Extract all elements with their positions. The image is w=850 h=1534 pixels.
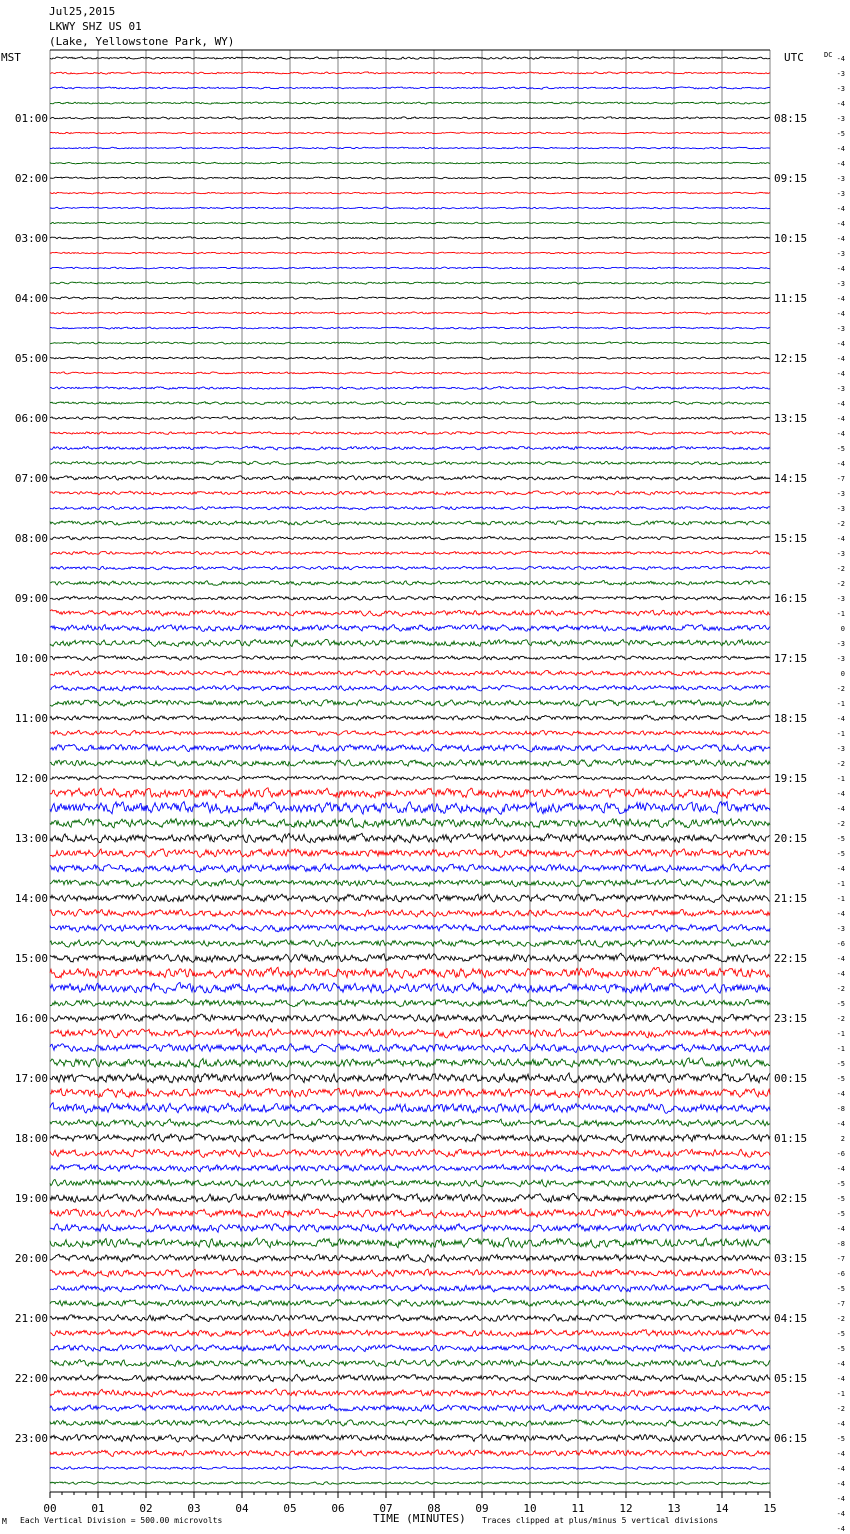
seismic-trace (50, 1450, 770, 1457)
dc-offset-label: -4 (836, 790, 845, 798)
dc-offset-label: -2 (836, 685, 845, 693)
dc-offset-label: 2 (840, 1135, 845, 1143)
left-hour-label: 23:00 (14, 1432, 48, 1445)
right-hour-label: 11:15 (774, 292, 808, 305)
dc-offset-label: -3 (836, 250, 845, 258)
seismic-trace (50, 132, 770, 134)
dc-offset-label: -4 (836, 370, 845, 378)
seismic-trace (50, 818, 770, 828)
seismic-trace (50, 402, 770, 405)
seismic-trace (50, 1134, 770, 1143)
seismic-trace (50, 1209, 770, 1218)
seismic-trace (50, 833, 770, 843)
dc-offset-label: -3 (836, 490, 845, 498)
seismic-trace (50, 909, 770, 917)
seismic-trace (50, 1164, 770, 1172)
left-hour-label: 01:00 (14, 112, 48, 125)
seismic-trace (50, 117, 770, 120)
dc-offset-label: -6 (836, 940, 845, 948)
dc-offset-label: -3 (836, 655, 845, 663)
right-hour-label: 23:15 (774, 1012, 808, 1025)
dc-offset-label: -3 (836, 280, 845, 288)
right-hour-label: 03:15 (774, 1252, 808, 1265)
dc-offset-label: -4 (836, 1450, 845, 1458)
dc-offset-label: -4 (836, 235, 845, 243)
dc-offset-label: -1 (836, 775, 845, 783)
dc-offset-label: -4 (836, 1525, 845, 1533)
right-hour-label: 06:15 (774, 1432, 808, 1445)
seismic-trace (50, 639, 770, 646)
seismic-trace (50, 327, 770, 329)
seismic-trace (50, 700, 770, 707)
dc-offset-label: -3 (836, 550, 845, 558)
right-hour-label: 20:15 (774, 832, 808, 845)
seismic-trace (50, 610, 770, 617)
seismic-trace (50, 267, 770, 269)
left-hour-label: 20:00 (14, 1252, 48, 1265)
dc-offset-label: -4 (836, 715, 845, 723)
right-hour-label: 08:15 (774, 112, 808, 125)
dc-offset-label: -1 (836, 1030, 845, 1038)
right-hour-label: 09:15 (774, 172, 808, 185)
seismic-trace (50, 759, 770, 766)
seismic-trace (50, 551, 770, 555)
seismic-trace (50, 1420, 770, 1427)
x-tick-label: 08 (427, 1502, 441, 1515)
right-hour-label: 21:15 (774, 892, 808, 905)
seismic-trace (50, 1224, 770, 1232)
dc-offset-label: 0 (840, 670, 845, 678)
seismic-trace (50, 297, 770, 299)
seismic-trace (50, 1467, 770, 1470)
seismic-trace (50, 744, 770, 752)
x-tick-label: 05 (283, 1502, 297, 1515)
dc-offset-label: -5 (836, 1180, 845, 1188)
seismic-trace (50, 147, 770, 149)
dc-offset-label: -2 (836, 1315, 845, 1323)
dc-offset-label: -4 (836, 160, 845, 168)
dc-offset-label: -5 (836, 1435, 845, 1443)
dc-offset-label: -2 (836, 580, 845, 588)
dc-offset-label: -4 (836, 295, 845, 303)
seismic-trace (50, 446, 770, 450)
right-hour-label: 17:15 (774, 652, 808, 665)
dc-offset-label: -2 (836, 820, 845, 828)
seismic-trace (50, 625, 770, 632)
seismic-trace (50, 72, 770, 74)
seismic-trace (50, 312, 770, 314)
dc-offset-label: -4 (836, 955, 845, 963)
dc-offset-label: -3 (836, 70, 845, 78)
dc-offset-label: -2 (836, 985, 845, 993)
dc-offset-label: -2 (836, 1015, 845, 1023)
footer-scale: Each Vertical Division = 500.00 microvolts (20, 1516, 223, 1525)
seismic-trace (50, 1482, 770, 1485)
x-tick-label: 11 (571, 1502, 585, 1515)
left-hour-label: 22:00 (14, 1372, 48, 1385)
dc-offset-label: -4 (836, 1480, 845, 1488)
left-hour-label: 10:00 (14, 652, 48, 665)
left-hour-label: 17:00 (14, 1072, 48, 1085)
x-tick-label: 10 (523, 1502, 537, 1515)
seismic-trace (50, 342, 770, 344)
left-hour-label: 16:00 (14, 1012, 48, 1025)
dc-offset-label: -2 (836, 760, 845, 768)
dc-offset-label: -4 (836, 910, 845, 918)
left-hour-label: 18:00 (14, 1132, 48, 1145)
dc-offset-label: -4 (836, 55, 845, 63)
dc-offset-label: -2 (836, 520, 845, 528)
seismic-trace (50, 536, 770, 540)
dc-offset-label: -5 (836, 130, 845, 138)
seismic-trace (50, 656, 770, 661)
dc-offset-label: -5 (836, 1075, 845, 1083)
dc-offset-label: -4 (836, 1225, 845, 1233)
seismic-trace (50, 1329, 770, 1336)
dc-offset-label: -4 (836, 400, 845, 408)
seismic-trace (50, 924, 770, 932)
seismic-trace (50, 1179, 770, 1187)
dc-offset-label: -3 (836, 925, 845, 933)
dc-offset-label: -4 (836, 1165, 845, 1173)
seismic-trace (50, 982, 770, 993)
seismic-trace (50, 802, 770, 815)
dc-offset-label: -1 (836, 1390, 845, 1398)
header-date: Jul25,2015 (49, 5, 116, 18)
x-tick-label: 03 (187, 1502, 201, 1515)
dc-offset-label: -4 (836, 415, 845, 423)
dc-offset-label: -8 (836, 1240, 845, 1248)
left-hour-label: 07:00 (14, 472, 48, 485)
seismic-trace (50, 1088, 770, 1097)
seismic-trace (50, 596, 770, 600)
seismic-trace (50, 357, 770, 360)
seismic-trace (50, 1119, 770, 1127)
seismic-trace (50, 252, 770, 254)
dc-offset-label: -3 (836, 505, 845, 513)
left-hour-label: 14:00 (14, 892, 48, 905)
dc-offset-label: -4 (836, 805, 845, 813)
seismic-trace (50, 670, 770, 675)
dc-offset-label: -3 (836, 175, 845, 183)
dc-offset-label: -3 (836, 190, 845, 198)
seismic-trace (50, 1194, 770, 1203)
left-hour-label: 03:00 (14, 232, 48, 245)
seismic-trace (50, 776, 770, 781)
left-hour-label: 19:00 (14, 1192, 48, 1205)
dc-offset-label: -4 (836, 970, 845, 978)
dc-offset-label: -2 (836, 1405, 845, 1413)
left-hour-label: 15:00 (14, 952, 48, 965)
dc-offset-label: -6 (836, 1270, 845, 1278)
dc-offset-label: -6 (836, 1150, 845, 1158)
seismic-trace (50, 1269, 770, 1277)
x-tick-label: 07 (379, 1502, 393, 1515)
seismic-trace (50, 685, 770, 691)
dc-offset-label: -4 (836, 145, 845, 153)
dc-offset-label: -1 (836, 700, 845, 708)
seismic-trace (50, 506, 770, 510)
dc-offset-label: -4 (836, 1510, 845, 1518)
seismic-trace (50, 1029, 770, 1038)
seismic-trace (50, 476, 770, 481)
seismic-trace (50, 417, 770, 420)
seismic-trace (50, 177, 770, 179)
x-tick-label: 04 (235, 1502, 249, 1515)
seismic-trace (50, 730, 770, 735)
dc-offset-label: -4 (836, 1420, 845, 1428)
seismic-trace (50, 1374, 770, 1381)
seismic-trace (50, 864, 770, 872)
dc-offset-label: -5 (836, 445, 845, 453)
right-hour-label: 14:15 (774, 472, 808, 485)
right-hour-label: 19:15 (774, 772, 808, 785)
dc-offset-label: -5 (836, 835, 845, 843)
dc-offset-label: -4 (836, 1495, 845, 1503)
x-tick-label: 00 (43, 1502, 57, 1515)
dc-offset-label: -4 (836, 355, 845, 363)
dc-offset-label: 0 (840, 625, 845, 633)
seismic-trace (50, 967, 770, 978)
seismic-trace (50, 102, 770, 104)
seismic-trace (50, 1434, 770, 1442)
dc-offset-label: -4 (836, 265, 845, 273)
dc-offset-label: -4 (836, 1090, 845, 1098)
seismic-trace (50, 237, 770, 239)
right-hour-label: 04:15 (774, 1312, 808, 1325)
dc-offset-label: -7 (836, 1300, 845, 1308)
dc-offset-label: -4 (836, 1120, 845, 1128)
left-hour-label: 02:00 (14, 172, 48, 185)
dc-offset-label: -4 (836, 430, 845, 438)
seismic-trace (50, 1345, 770, 1352)
x-tick-label: 12 (619, 1502, 633, 1515)
seismic-trace (50, 1254, 770, 1262)
dc-offset-label: -2 (836, 565, 845, 573)
dc-offset-label: -4 (836, 310, 845, 318)
seismic-trace (50, 940, 770, 948)
seismic-trace (50, 520, 770, 525)
x-tick-label: 09 (475, 1502, 489, 1515)
dc-offset-label: -3 (836, 640, 845, 648)
right-hour-label: 15:15 (774, 532, 808, 545)
dc-offset-label: -4 (836, 220, 845, 228)
seismic-trace (50, 879, 770, 887)
dc-offset-label: -5 (836, 850, 845, 858)
seismic-trace (50, 1149, 770, 1157)
dc-offset-label: -5 (836, 1285, 845, 1293)
seismic-trace (50, 1058, 770, 1068)
dc-offset-label: -1 (836, 730, 845, 738)
left-zone-label: MST (1, 51, 21, 64)
x-tick-label: 13 (667, 1502, 681, 1515)
seismic-trace (50, 372, 770, 374)
right-hour-label: 02:15 (774, 1192, 808, 1205)
seismic-trace (50, 566, 770, 570)
dc-offset-label: -5 (836, 1210, 845, 1218)
header-location: (Lake, Yellowstone Park, WY) (49, 35, 235, 48)
x-tick-label: 14 (715, 1502, 729, 1515)
footer-clip: Traces clipped at plus/minus 5 vertical divisions (482, 1516, 719, 1525)
x-tick-label: 01 (91, 1502, 105, 1515)
left-hour-label: 05:00 (14, 352, 48, 365)
left-hour-label: 08:00 (14, 532, 48, 545)
seismic-trace (50, 431, 770, 434)
seismic-trace (50, 1404, 770, 1411)
dc-offset-label: -5 (836, 1330, 845, 1338)
right-hour-label: 13:15 (774, 412, 808, 425)
seismic-trace (50, 1314, 770, 1321)
dc-offset-label: -5 (836, 1345, 845, 1353)
x-tick-label: 15 (763, 1502, 777, 1515)
seismic-trace (50, 207, 770, 209)
right-hour-label: 12:15 (774, 352, 808, 365)
dc-offset-label: -7 (836, 1255, 845, 1263)
seismic-trace (50, 788, 770, 798)
right-hour-label: 05:15 (774, 1372, 808, 1385)
dc-offset-label: -1 (836, 1045, 845, 1053)
dc-offset-label: -4 (836, 1360, 845, 1368)
seismic-trace (50, 894, 770, 902)
right-hour-label: 01:15 (774, 1132, 808, 1145)
seismic-trace (50, 1389, 770, 1397)
dc-offset-label: -4 (836, 205, 845, 213)
seismic-trace (50, 1073, 770, 1083)
seismic-trace (50, 387, 770, 390)
seismic-trace (50, 715, 770, 721)
left-hour-label: 12:00 (14, 772, 48, 785)
seismic-trace (50, 1238, 770, 1248)
dc-offset-label: -5 (836, 1000, 845, 1008)
right-hour-label: 18:15 (774, 712, 808, 725)
dc-offset-label: -1 (836, 880, 845, 888)
x-axis-label: TIME (MINUTES) (373, 1512, 466, 1525)
right-hour-label: 10:15 (774, 232, 808, 245)
seismic-trace (50, 581, 770, 586)
dc-offset-label: -7 (836, 475, 845, 483)
left-hour-label: 11:00 (14, 712, 48, 725)
x-tick-label: 02 (139, 1502, 153, 1515)
seismic-trace (50, 192, 770, 194)
dc-offset-label: -4 (836, 460, 845, 468)
dc-offset-label: -4 (836, 100, 845, 108)
seismic-trace (50, 953, 770, 962)
seismic-trace (50, 1103, 770, 1114)
seismic-trace (50, 162, 770, 164)
dc-offset-label: -8 (836, 1105, 845, 1113)
seismic-trace (50, 1014, 770, 1022)
seismic-trace (50, 222, 770, 224)
corner-mark: M (2, 1517, 7, 1526)
dc-offset-label: -1 (836, 610, 845, 618)
left-hour-label: 13:00 (14, 832, 48, 845)
x-tick-label: 06 (331, 1502, 345, 1515)
left-hour-label: 04:00 (14, 292, 48, 305)
seismic-trace (50, 87, 770, 89)
right-zone-label: UTC (784, 51, 804, 64)
dc-offset-label: -4 (836, 340, 845, 348)
dc-offset-label: -1 (836, 895, 845, 903)
header-station: LKWY SHZ US 01 (49, 20, 142, 33)
dc-offset-label: -5 (836, 1195, 845, 1203)
trace-group (50, 57, 770, 1485)
seismic-trace (50, 1359, 770, 1366)
dc-label: DC (824, 51, 833, 59)
right-hour-label: 00:15 (774, 1072, 808, 1085)
dc-offset-label: -4 (836, 865, 845, 873)
seismic-trace (50, 57, 770, 59)
seismic-trace (50, 999, 770, 1007)
dc-offset-label: -3 (836, 385, 845, 393)
seismic-trace (50, 1284, 770, 1292)
dc-offset-label: -4 (836, 535, 845, 543)
seismic-trace (50, 282, 770, 284)
seismic-trace (50, 461, 770, 465)
seismic-trace (50, 1044, 770, 1053)
right-hour-label: 22:15 (774, 952, 808, 965)
dc-offset-label: -5 (836, 1060, 845, 1068)
dc-offset-label: -3 (836, 115, 845, 123)
seismic-trace (50, 491, 770, 495)
left-hour-label: 09:00 (14, 592, 48, 605)
dc-offset-label: -3 (836, 85, 845, 93)
seismic-trace (50, 849, 770, 858)
dc-offset-label: -4 (836, 1375, 845, 1383)
seismic-trace (50, 1299, 770, 1306)
dc-offset-label: -3 (836, 745, 845, 753)
dc-offset-label: -3 (836, 595, 845, 603)
dc-offset-label: -3 (836, 325, 845, 333)
left-hour-label: 21:00 (14, 1312, 48, 1325)
right-hour-label: 16:15 (774, 592, 808, 605)
left-hour-label: 06:00 (14, 412, 48, 425)
dc-offset-label: -4 (836, 1465, 845, 1473)
